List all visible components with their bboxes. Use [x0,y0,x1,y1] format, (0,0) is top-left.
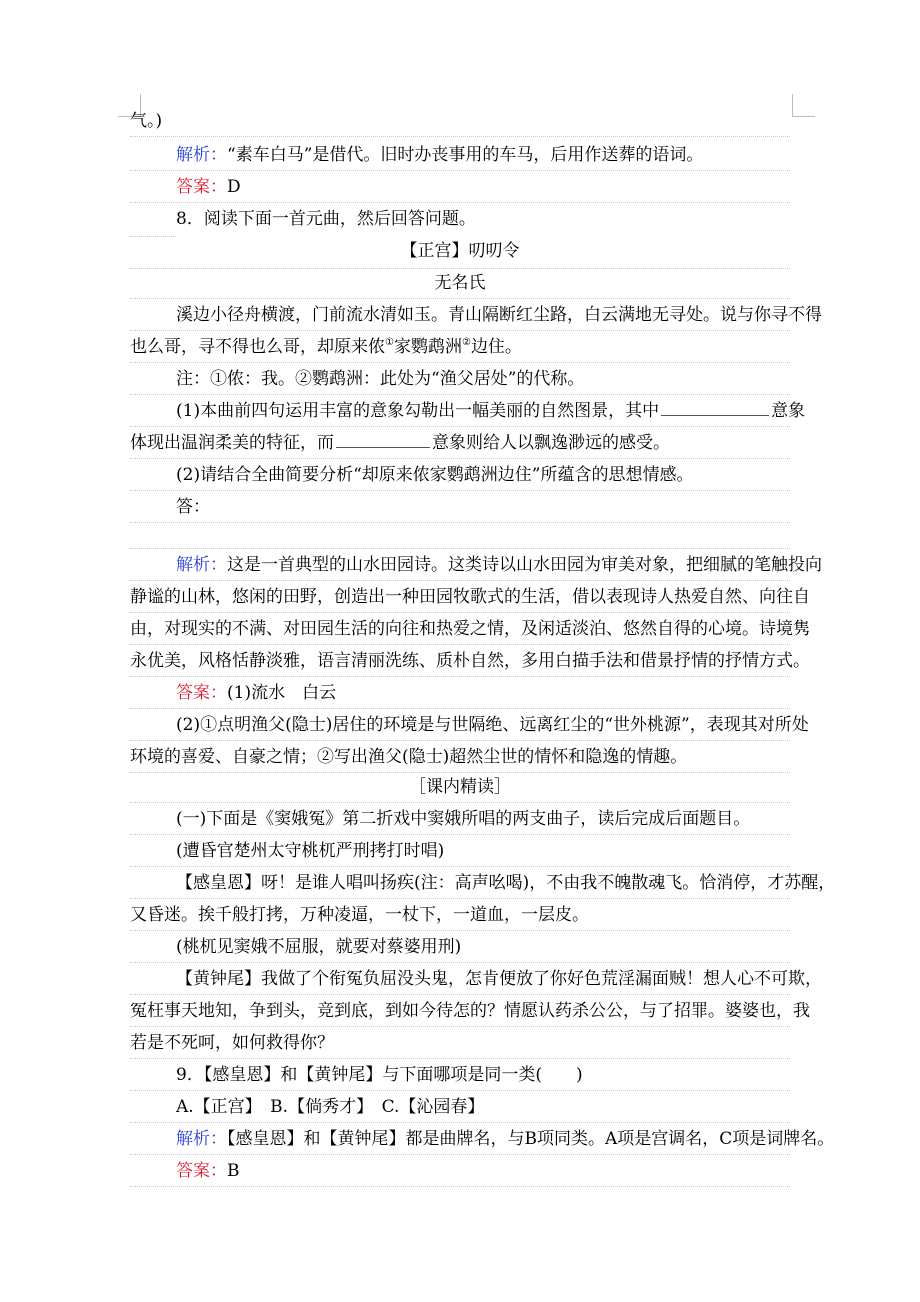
fill-blank-2[interactable] [336,433,430,448]
answer-label: 答案： [176,177,227,197]
ruled-line [130,1122,790,1123]
ruled-line [130,548,790,549]
q8-analysis-line4: 永优美，风格恬静淡雅，语言清丽洗练、质朴自然，多用白描手法和借景抒情的抒情方式。 [130,651,810,671]
q8-analysis-line1: 解析：这是一首典型的山水田园诗。这类诗以山水田园为审美对象，把细腻的笔触投向 [176,555,822,575]
answer-label: 答案： [176,683,227,703]
stage-direction-1: (遭昏官楚州太守桃杌严刑拷打时唱) [176,841,445,861]
ruled-line [130,898,790,899]
analysis-text: “素车白马”是借代。旧时办丧事用的车马，后用作送葬的语词。 [227,145,704,165]
analysis-label: 解析： [176,555,227,575]
q8-analysis-line2: 静谧的山林，悠闲的田野，创造出一种田园牧歌式的生活，借以表现诗人热爱自然、向往自 [130,587,810,607]
ruled-line [130,1186,790,1187]
stage-direction-2: (桃杌见窦娥不屈服，就要对蔡婆用刑) [176,937,462,957]
aria-1-line1: 【感皇恩】呀！是谁人唱叫扬疾(注：高声吆喝)，不由我不魄散魂飞。恰消停，才苏醒， [176,873,836,893]
ruled-line [130,834,790,835]
q9-answer: 答案：B [176,1161,240,1181]
q8-stem: 8．阅读下面一首元曲，然后回答问题。 [176,209,476,229]
ruled-line [130,426,790,427]
ruled-line [130,962,790,963]
ruled-line [130,612,790,613]
footnote-ref-1: ① [385,337,394,348]
ruled-line [130,802,790,803]
answer-text: D [227,177,241,197]
poem-notes: 注：①侬：我。②鹦鹉洲：此处为“渔父居处”的代称。 [176,369,585,389]
ruled-line [130,708,790,709]
ruled-line [130,298,790,299]
q8-answer: 答案：(1)流水 白云 [176,683,337,703]
ruled-line [130,170,790,171]
q8-analysis-line3: 由，对现实的不满、对田园生活的向往和热爱之情，及闲适淡泊、悠然自得的心境。诗境隽 [130,619,810,639]
ruled-line [130,772,790,773]
poem-text-line-1: 溪边小径舟横渡，门前流水清如玉。青山隔断红尘路，白云满地无寻处。说与你寻不得 [176,305,822,325]
analysis-label: 解析： [176,1129,227,1149]
ruled-line [130,202,790,203]
ruled-line [130,1154,790,1155]
ruled-line [130,362,790,363]
ruled-line [130,740,790,741]
q7-answer [130,176,790,198]
ruled-line [130,1058,790,1059]
ruled-line [130,136,790,137]
ruled-line [130,930,790,931]
q8-part1-line2: 体现出温润柔美的特征，而 意象则给人以飘逸渺远的感受。 [130,433,670,453]
ruled-line [130,866,790,867]
ruled-line [130,490,790,491]
analysis-label: 解析： [176,145,227,165]
aria-2-line3: 若是不死呵，如何救得你？ [130,1033,334,1053]
aria-2-line2: 冤枉事天地知，争到头，竞到底，到如今待怎的？情愿认药杀公公，与了招罪。婆婆也，我 [130,1001,810,1021]
answer-label: 答案： [176,1161,227,1181]
fill-blank-1[interactable] [661,401,769,416]
q8-answer-part2-line1: (2)①点明渔父(隐士)居住的环境是与世隔绝、远离红尘的“世外桃源”，表现其对所处 [176,715,809,735]
footnote-ref-2: ② [461,337,471,348]
corner-crop-mark-right [792,94,815,117]
section-heading: ［课内精读］ [409,777,511,797]
q8-part2: (2)请结合全曲简要分析“却原来侬家鹦鹉洲边住”所蕴含的思想情感。 [176,465,694,485]
ruled-line [130,522,790,523]
ruled-line [130,268,790,269]
ruled-line [130,394,790,395]
ruled-line [130,1090,790,1091]
aria-2-line1: 【黄钟尾】我做了个衔冤负屈没头鬼，怎肯便放了你好色荒淫漏面贼！想人心不可欺， [176,969,822,989]
ruled-line [130,994,790,995]
q8-part1-line1: (1)本曲前四句运用丰富的意象勾勒出一幅美丽的自然图景，其中 意象 [176,401,806,421]
prev-question-tail: 气。) [130,111,163,131]
aria-1-line2: 又昏迷。挨千般打拷，万种凌逼，一杖下，一道血，一层皮。 [130,905,589,925]
section-intro: (一)下面是《窦娥冤》第二折戏中窦娥所唱的两支曲子，读后完成后面题目。 [176,809,751,829]
q9-analysis: 解析：【感皇恩】和【黄钟尾】都是曲牌名，与B项同类。A项是宫调名，C项是词牌名。 [176,1129,835,1149]
q8-answer-part2-line2: 环境的喜爱、自豪之情；②写出渔父(隐士)超然尘世的情怀和隐逸的情趣。 [130,747,688,767]
ruled-line [130,330,790,331]
ruled-line [130,236,176,237]
ruled-line [130,458,790,459]
q9-options: A.【正宫】 B.【倘秀才】 C.【沁园春】 [176,1097,485,1117]
poem-author: 无名氏 [434,273,486,293]
ruled-line [130,676,790,677]
poem-title: 【正宫】叨叨令 [400,241,520,261]
ruled-line [130,644,790,645]
answer-prompt: 答： [176,497,210,517]
q7-analysis [130,144,790,166]
ruled-line [130,580,790,581]
ruled-line [130,1026,790,1027]
q9-stem: 9．【感皇恩】和【黄钟尾】与下面哪项是同一类( ) [176,1065,583,1085]
poem-text-line-2: 也么哥，寻不得也么哥，却原来侬①家鹦鹉洲②边住。 [130,337,522,357]
